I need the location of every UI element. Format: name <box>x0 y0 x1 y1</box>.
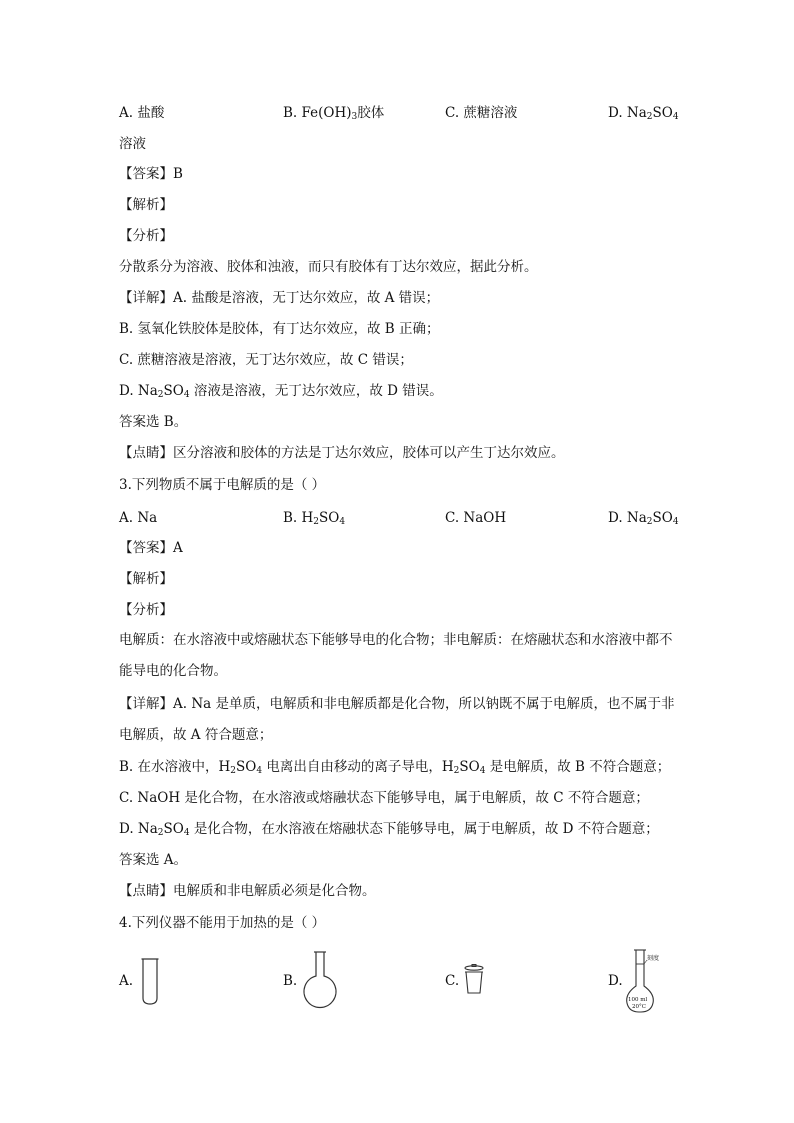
q3-stem: 3.下列物质不属于电解质的是（ ） <box>119 477 326 493</box>
q3-fenxi-heading: 【分析】 <box>119 602 173 618</box>
q2-detail-b: B. 氢氧化铁胶体是胶体，有丁达尔效应，故 B 正确； <box>119 321 440 337</box>
q2-fenxi-heading: 【分析】 <box>119 228 173 244</box>
q2-jiexi-heading: 【解析】 <box>119 197 173 213</box>
q4-stem: 4.下列仪器不能用于加热的是（ ） <box>119 915 326 931</box>
q3-fenxi-text: 电解质：在水溶液中或熔融状态下能够导电的化合物；非电解质：在熔融状态和水溶液中都不能导电的化合物。 <box>119 632 673 679</box>
q2-option-b: B. $Fe(OH)_3$胶体 <box>283 105 385 122</box>
q3-dianjing: 【点睛】电解质和非电解质必须是化合物。 <box>119 883 376 899</box>
flask-temp-label: 20°C <box>632 1004 646 1010</box>
q4-label-b: B. <box>283 973 298 989</box>
q4-label-d: D. <box>608 973 623 989</box>
q3-detail-b: B. 在水溶液中，$H_2SO_4$ 电离出自由移动的离子导电，$H_2SO_4$ 是电解质，故 B 不符合题意； <box>119 759 671 776</box>
flask-volume-label: 100 ml <box>628 997 648 1003</box>
q3-detail-c: C. NaOH 是化合物，在水溶液或熔融状态下能够导电，属于电解质，故 C 不符合题意； <box>119 790 649 806</box>
q2-conclusion: 答案选 B。 <box>119 414 188 430</box>
q3-option-c: C. NaOH <box>445 510 507 526</box>
q4-label-a: A. <box>119 973 134 989</box>
round-bottom-flask-icon <box>300 950 340 1012</box>
q2-answer: 【答案】B <box>119 166 183 182</box>
q3-jiexi-heading: 【解析】 <box>119 571 173 587</box>
q2-option-d: D. $Na_2SO_4$ <box>608 105 679 122</box>
q3-option-a: A. Na <box>119 510 158 526</box>
q2-option-c: C. 蔗糖溶液 <box>445 105 518 121</box>
q2-detail-c: C. 蔗糖溶液是溶液，无丁达尔效应，故 C 错误； <box>119 352 413 368</box>
q2-detail-d: D. $Na_2SO_4$ 溶液是溶液，无丁达尔效应，故 D 错误。 <box>119 383 443 400</box>
q3-detail-d: D. $Na_2SO_4$ 是化合物，在水溶液在熔融状态下能够导电，属于电解质，故 D 不符合题意； <box>119 821 659 838</box>
q4-label-c: C. <box>445 973 460 989</box>
q3-answer: 【答案】A <box>119 540 183 556</box>
flask-mark-label: 刻度 <box>647 955 660 962</box>
q3-option-b: B. $H_2SO_4$ <box>283 510 346 527</box>
q2-option-d-wrap: 溶液 <box>119 136 146 152</box>
q2-dianjing: 【点睛】区分溶液和胶体的方法是丁达尔效应，胶体可以产生丁达尔效应。 <box>119 445 565 461</box>
q2-fenxi-text: 分散系分为溶液、胶体和浊液，而只有胶体有丁达尔效应，据此分析。 <box>119 259 538 275</box>
q3-conclusion: 答案选 A。 <box>119 852 188 868</box>
test-tube-icon <box>140 958 160 1006</box>
q3-option-d: D. $Na_2SO_4$ <box>608 510 679 527</box>
crucible-icon <box>462 964 486 996</box>
q2-detail-a: 【详解】A. 盐酸是溶液，无丁达尔效应，故 A 错误； <box>119 290 440 306</box>
q2-option-a: A. 盐酸 <box>119 105 165 121</box>
q3-detail-a: 【详解】A. Na 是单质，电解质和非电解质都是化合物，所以钠既不属于电解质，也不属于非电解质，故 A 符合题意； <box>119 696 675 743</box>
